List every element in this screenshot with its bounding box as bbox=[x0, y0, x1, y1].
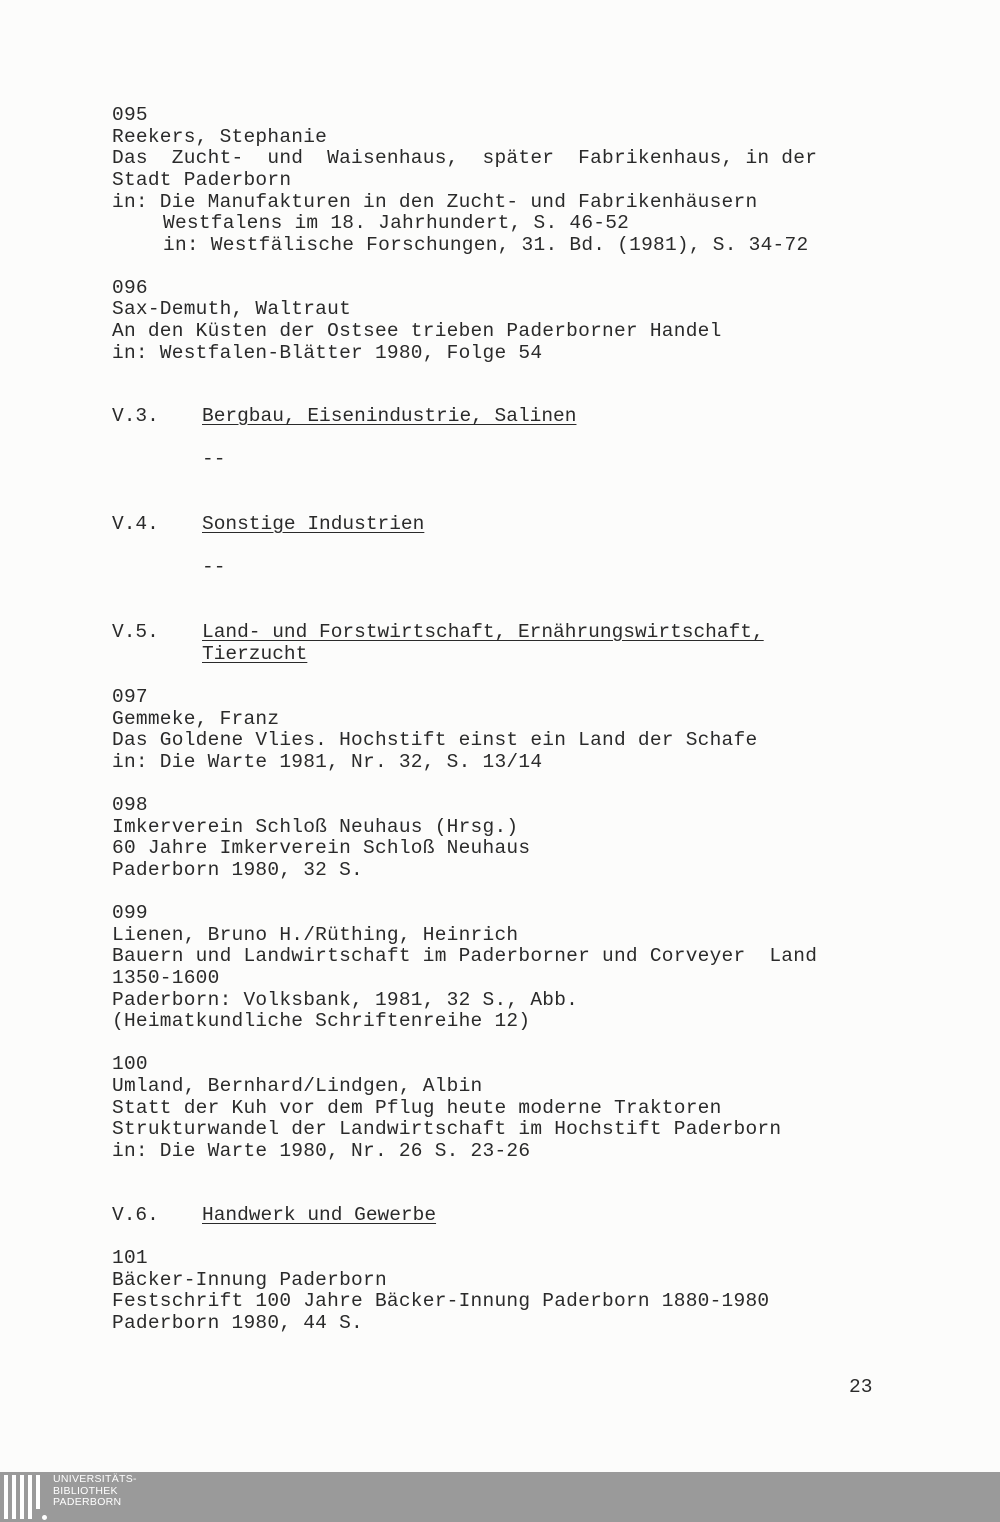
entry-source: in: Die Warte 1981, Nr. 32, S. 13/14 bbox=[112, 751, 543, 773]
entry-source: in: Westfälische Forschungen, 31. Bd. (1981), S. 34-72 bbox=[163, 234, 809, 256]
entry-author: Umland, Bernhard/Lindgen, Albin bbox=[112, 1075, 483, 1097]
entry-number: 101 bbox=[112, 1247, 148, 1269]
entry-source: Westfalens im 18. Jahrhundert, S. 46-52 bbox=[163, 212, 630, 234]
library-name-line: UNIVERSITÄTS- bbox=[53, 1473, 137, 1485]
entry-publication: Paderborn: Volksbank, 1981, 32 S., Abb. bbox=[112, 989, 579, 1011]
entry-number: 100 bbox=[112, 1053, 148, 1075]
library-name-line: BIBLIOTHEK bbox=[53, 1484, 118, 1497]
entry-source: in: Die Manufakturen in den Zucht- und Fabrikenhäusern bbox=[112, 191, 758, 213]
entry-title: Stadt Paderborn bbox=[112, 169, 292, 191]
section-title: Tierzucht bbox=[202, 643, 308, 665]
library-footer bbox=[0, 1472, 1000, 1522]
entry-series: (Heimatkundliche Schriftenreihe 12) bbox=[112, 1010, 531, 1032]
section-title: Land- und Forstwirtschaft, Ernährungswirtschaft, bbox=[202, 621, 764, 643]
page-number: 23 bbox=[849, 1376, 873, 1398]
library-name bbox=[53, 1474, 137, 1509]
entry-title: Bauern und Landwirtschaft im Paderborner und Corveyer Land bbox=[112, 945, 818, 967]
entry-author: Reekers, Stephanie bbox=[112, 126, 328, 148]
entry-title: Das Zucht- und Waisenhaus, später Fabrikenhaus, in der bbox=[112, 147, 818, 169]
entry-number: 098 bbox=[112, 794, 148, 816]
section-number: V.3. bbox=[112, 405, 159, 427]
library-logo-icon bbox=[4, 1475, 46, 1519]
section-number: V.4. bbox=[112, 513, 159, 535]
entry-author: Bäcker-Innung Paderborn bbox=[112, 1269, 387, 1291]
library-name-line: PADERBORN bbox=[53, 1496, 122, 1508]
entry-title: An den Küsten der Ostsee trieben Paderborner Handel bbox=[112, 320, 722, 342]
empty-section-marker: -- bbox=[202, 556, 226, 578]
section-title: Bergbau, Eisenindustrie, Salinen bbox=[202, 405, 577, 427]
entry-number: 095 bbox=[112, 104, 148, 126]
entry-number: 099 bbox=[112, 902, 148, 924]
entry-title: Festschrift 100 Jahre Bäcker-Innung Paderborn 1880-1980 bbox=[112, 1290, 770, 1312]
entry-publication: Paderborn 1980, 44 S. bbox=[112, 1312, 363, 1334]
entry-author: Gemmeke, Franz bbox=[112, 708, 280, 730]
entry-author: Sax-Demuth, Waltraut bbox=[112, 298, 352, 320]
entry-title: 1350-1600 bbox=[112, 967, 220, 989]
entry-title: 60 Jahre Imkerverein Schloß Neuhaus bbox=[112, 837, 531, 859]
entry-number: 096 bbox=[112, 277, 148, 299]
section-title: Handwerk und Gewerbe bbox=[202, 1204, 437, 1226]
entry-number: 097 bbox=[112, 686, 148, 708]
entry-publication: Paderborn 1980, 32 S. bbox=[112, 859, 363, 881]
entry-author: Lienen, Bruno H./Rüthing, Heinrich bbox=[112, 924, 519, 946]
entry-source: in: Die Warte 1980, Nr. 26 S. 23-26 bbox=[112, 1140, 531, 1162]
entry-author: Imkerverein Schloß Neuhaus (Hrsg.) bbox=[112, 816, 519, 838]
entry-source: in: Westfalen-Blätter 1980, Folge 54 bbox=[112, 342, 543, 364]
entry-title: Strukturwandel der Landwirtschaft im Hochstift Paderborn bbox=[112, 1118, 782, 1140]
empty-section-marker: -- bbox=[202, 448, 226, 470]
section-number: V.6. bbox=[112, 1204, 159, 1226]
section-number: V.5. bbox=[112, 621, 159, 643]
entry-title: Das Goldene Vlies. Hochstift einst ein Land der Schafe bbox=[112, 729, 758, 751]
entry-title: Statt der Kuh vor dem Pflug heute moderne Traktoren bbox=[112, 1097, 722, 1119]
section-title: Sonstige Industrien bbox=[202, 513, 425, 535]
